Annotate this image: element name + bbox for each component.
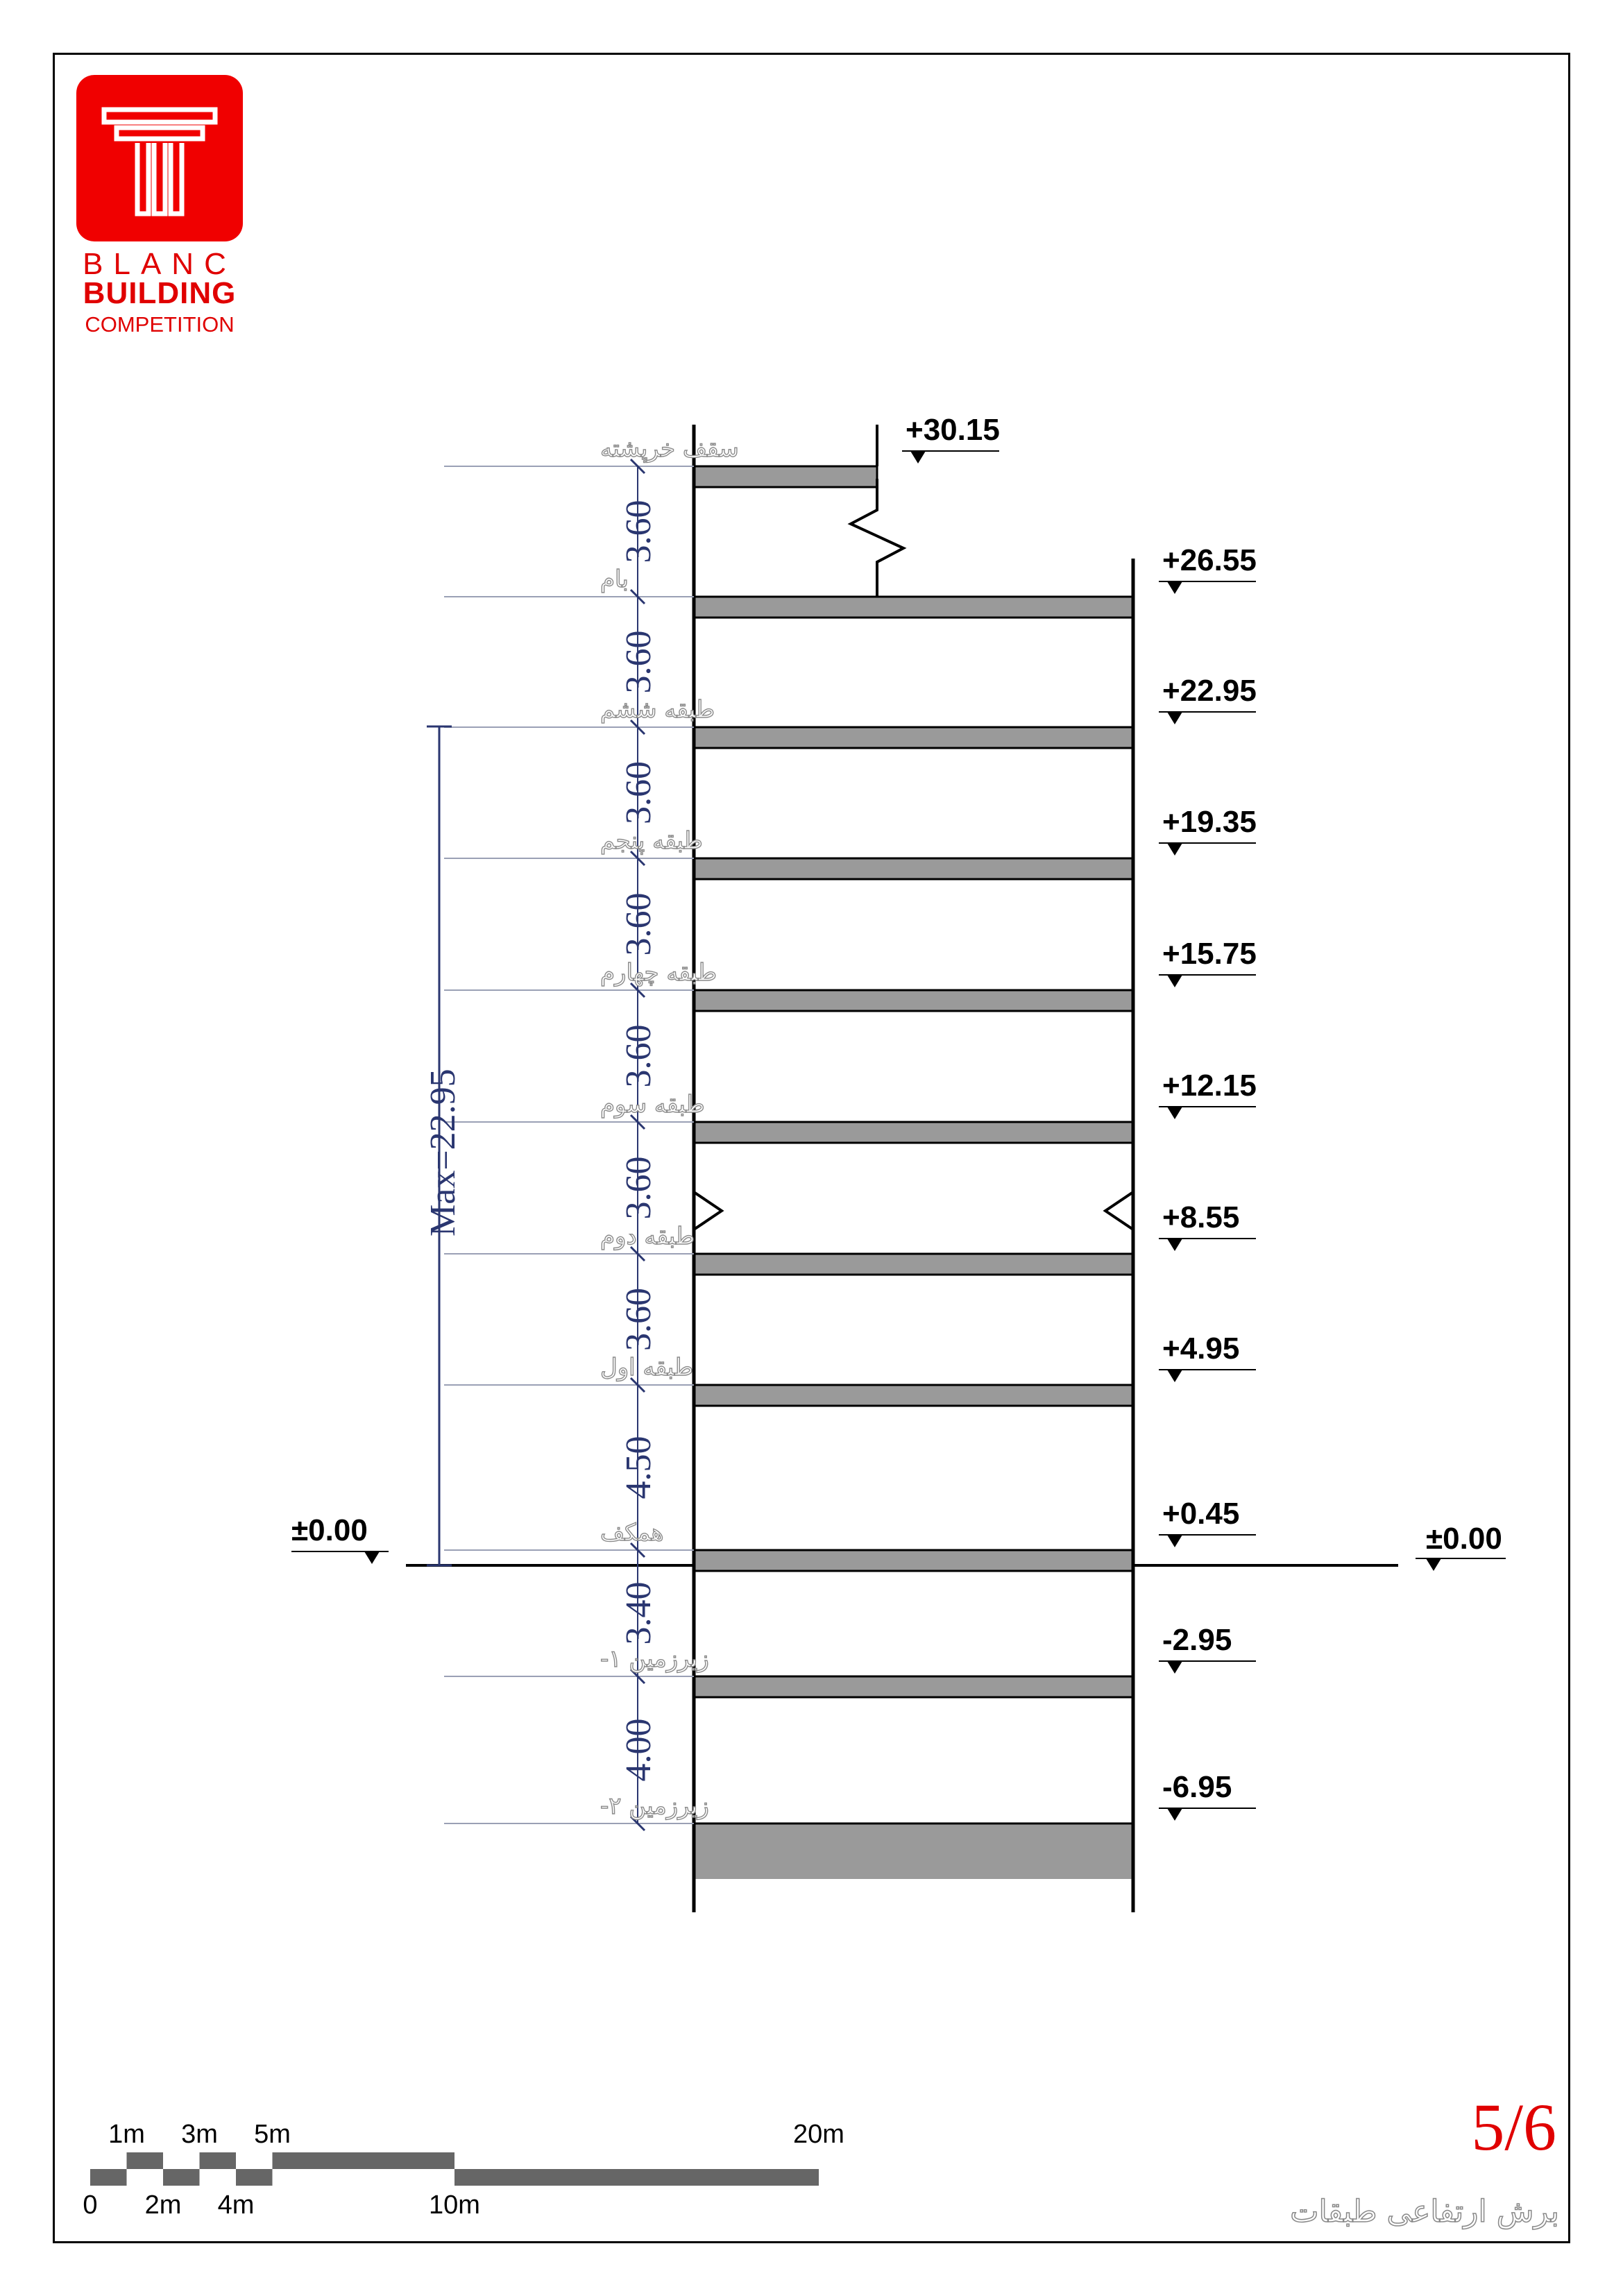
scale-bar-segment	[90, 2169, 127, 2186]
elevation-arrow-icon	[1167, 581, 1182, 594]
scale-bar-label-top: 5m	[254, 2120, 291, 2149]
ground-level-left-label: ±0.00	[291, 1513, 368, 1547]
scale-bar-label-top: 20m	[793, 2120, 844, 2149]
scale-bar-segment	[200, 2152, 237, 2169]
level-name: سقف خرپشته	[600, 435, 739, 463]
scale-bar-label-bottom: 0	[83, 2191, 98, 2220]
dimension-value: 3.40	[619, 1581, 658, 1645]
floor-slab	[694, 990, 1133, 1011]
max-height-dimension	[423, 726, 463, 1565]
level-name: طبقه سوم	[600, 1091, 705, 1119]
scale-bar-segment	[127, 2152, 164, 2169]
level-name: همکف	[600, 1519, 664, 1547]
floor-slab	[694, 1676, 1133, 1697]
scale-bar-segment	[236, 2169, 273, 2186]
floor-slab	[694, 727, 1133, 748]
elevation-label: +15.75	[1162, 937, 1257, 971]
right-break-line	[1105, 1180, 1133, 1242]
sheet-number: 5/6	[1471, 2090, 1556, 2164]
floor-slab	[694, 1122, 1133, 1143]
elevation-label: +26.55	[1162, 543, 1257, 577]
ground-level-right	[1416, 1522, 1506, 1571]
scale-bar-label-top: 3m	[181, 2120, 218, 2149]
dimension-value: 3.60	[619, 892, 658, 956]
ground-level-right-label: ±0.00	[1426, 1522, 1502, 1556]
scale-bar-segment	[163, 2169, 200, 2186]
ground-level-right-arrow-icon	[1426, 1558, 1441, 1571]
max-height-label: Max=22.95	[423, 1069, 463, 1236]
scale-bar-segment	[273, 2152, 455, 2169]
dimension-value: 3.60	[619, 1156, 658, 1220]
floor-slab	[694, 466, 877, 487]
elevation-arrow-icon	[910, 451, 926, 464]
floor-slab	[694, 597, 1133, 618]
elevation-arrow-icon	[1167, 712, 1182, 724]
scale-bar	[83, 2120, 844, 2220]
dimension-value: 3.60	[619, 1024, 658, 1088]
dimension-value: 4.00	[619, 1718, 658, 1782]
elevation-label: +30.15	[906, 413, 1000, 447]
level-name: زیرزمین ۱-	[600, 1645, 709, 1673]
floor-slabs	[694, 466, 1133, 1879]
left-break-line	[694, 1180, 722, 1242]
logo-line-competition: COMPETITION	[85, 312, 235, 337]
elevation-arrow-icon	[1167, 1808, 1182, 1821]
level-name: طبقه دوم	[600, 1223, 695, 1250]
level-name: طبقه ششم	[600, 696, 715, 724]
elevation-label: +0.45	[1162, 1497, 1240, 1531]
dimension-value: 3.60	[619, 630, 658, 694]
ground-level-left	[291, 1513, 389, 1564]
elevation-markers	[902, 413, 1257, 1821]
level-name: طبقه پنجم	[600, 827, 703, 855]
stair-box-break-line	[851, 479, 903, 597]
dimension-value: 4.50	[619, 1436, 658, 1499]
floor-slab	[694, 1254, 1133, 1275]
level-name: طبقه اول	[600, 1354, 694, 1381]
elevation-label: -6.95	[1162, 1770, 1232, 1804]
elevation-label: -2.95	[1162, 1623, 1232, 1657]
scale-bar-segment	[454, 2169, 819, 2186]
elevation-arrow-icon	[1167, 1535, 1182, 1547]
floor-slab	[694, 1385, 1133, 1406]
ground-level-left-arrow-icon	[364, 1551, 380, 1564]
elevation-arrow-icon	[1167, 1370, 1182, 1382]
logo-line-building: BUILDING	[83, 276, 237, 310]
elevation-arrow-icon	[1167, 975, 1182, 987]
scale-bar-label-bottom: 4m	[217, 2191, 255, 2220]
elevation-arrow-icon	[1167, 1239, 1182, 1251]
level-name: بام	[600, 566, 629, 593]
scale-bar-label-bottom: 10m	[429, 2191, 480, 2220]
elevation-arrow-icon	[1167, 1661, 1182, 1674]
elevation-label: +8.55	[1162, 1200, 1240, 1234]
level-name: طبقه چهارم	[600, 959, 717, 987]
dimension-value: 3.60	[619, 761, 658, 824]
elevation-label: +22.95	[1162, 674, 1257, 708]
dimension-value: 3.60	[619, 1288, 658, 1351]
elevation-label: +19.35	[1162, 805, 1257, 839]
level-name: زیرزمین ۲-	[600, 1792, 709, 1820]
scale-bar-label-top: 1m	[108, 2120, 145, 2149]
dimension-chain	[444, 459, 694, 1830]
elevation-label: +12.15	[1162, 1069, 1257, 1103]
elevation-arrow-icon	[1167, 1107, 1182, 1119]
scale-bar-label-bottom: 2m	[144, 2191, 182, 2220]
logo-line-blanc: BLANC	[83, 247, 237, 281]
floor-slab	[694, 858, 1133, 879]
floor-slab	[694, 1823, 1133, 1879]
sheet-title: برش ارتفاعی طبقات	[1290, 2194, 1559, 2229]
floor-slab	[694, 1550, 1133, 1571]
elevation-arrow-icon	[1167, 843, 1182, 856]
elevation-label: +4.95	[1162, 1332, 1240, 1366]
dimension-value: 3.60	[619, 500, 658, 563]
